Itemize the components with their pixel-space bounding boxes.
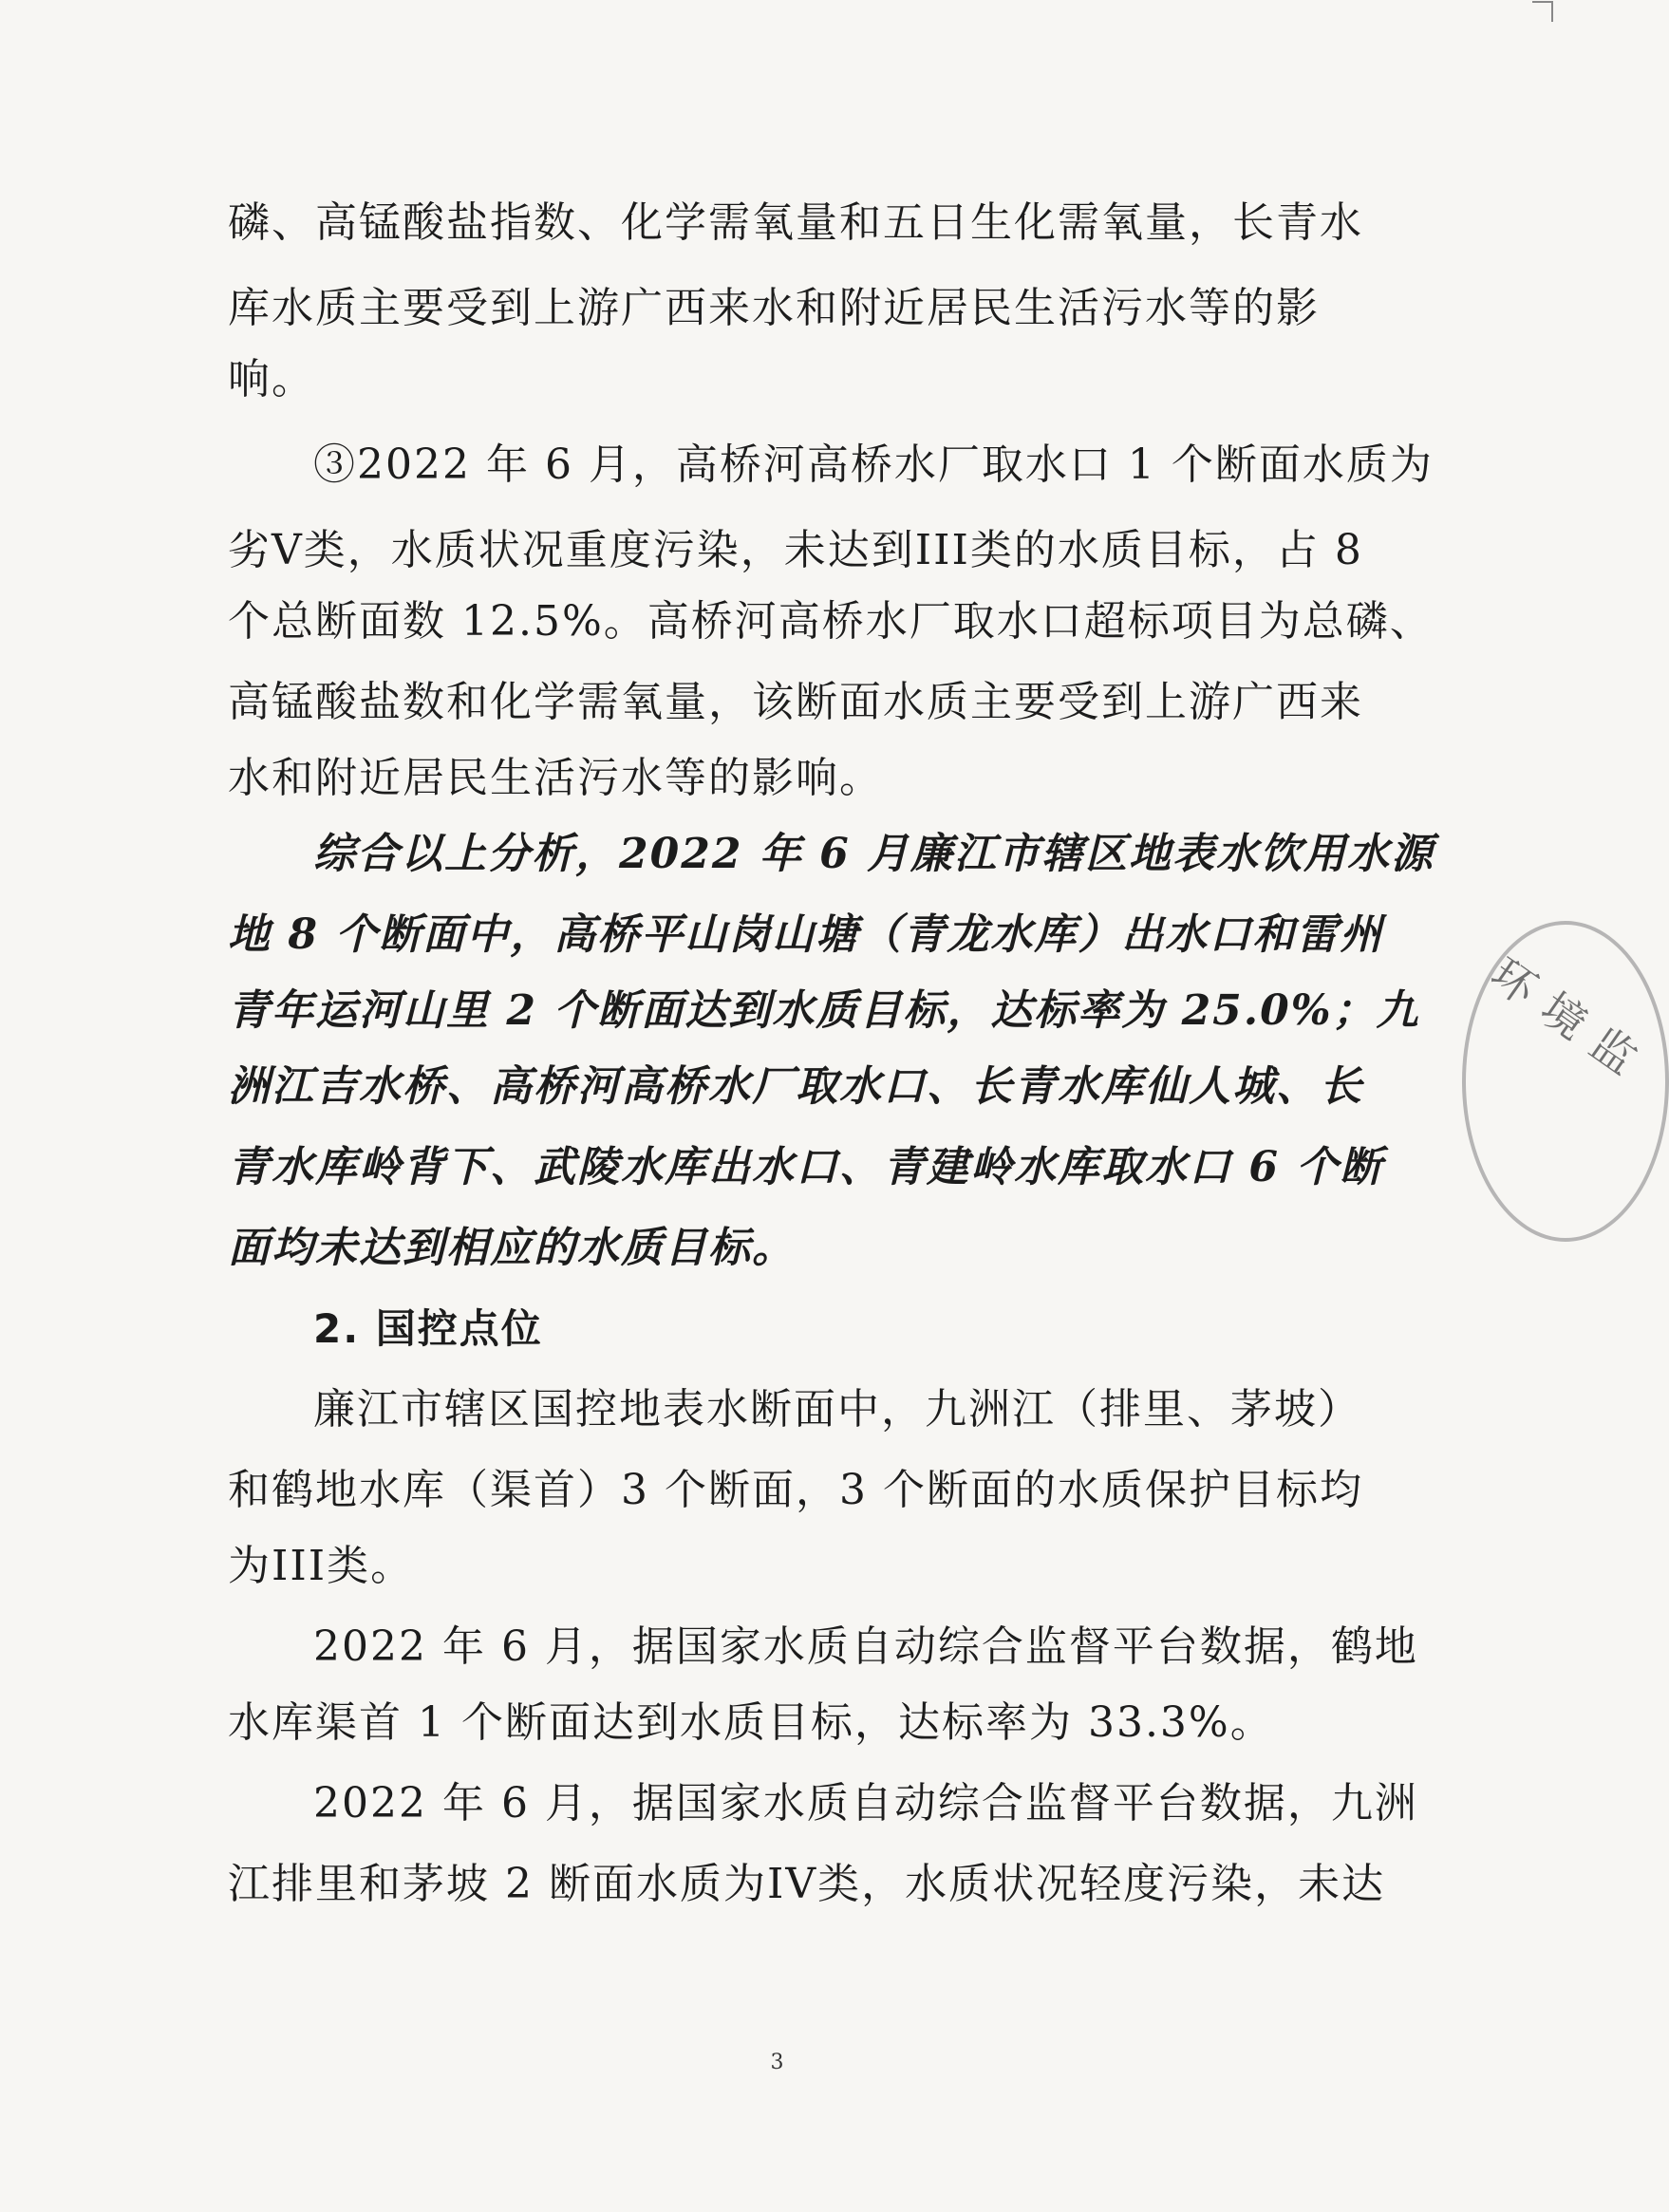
summary-line-3: 青年运河山里 2 个断面达到水质目标，达标率为 25.0%；九 xyxy=(228,986,1420,1035)
paragraph-1-line-2: 库水质主要受到上游广西来水和附近居民生活污水等的影 xyxy=(228,284,1320,332)
corner-mark-icon xyxy=(1530,0,1554,24)
seal-stamp-text: 环境监 xyxy=(1481,947,1660,1095)
summary-line-1: 综合以上分析，2022 年 6 月廉江市辖区地表水饮用水源 xyxy=(313,830,1435,878)
summary-line-6: 面均未达到相应的水质目标。 xyxy=(228,1224,796,1272)
paragraph-3-line-3: 为III类。 xyxy=(228,1542,415,1590)
paragraph-1-line-3: 响。 xyxy=(228,355,315,403)
paragraph-5-line-1: 2022 年 6 月，据国家水质自动综合监督平台数据，九洲 xyxy=(313,1779,1418,1828)
paragraph-2-line-3: 个总断面数 12.5%。高桥河高桥水厂取水口超标项目为总磷、 xyxy=(228,597,1434,646)
paragraph-2-line-1: ③2022 年 6 月，高桥河高桥水厂取水口 1 个断面水质为 xyxy=(313,441,1434,489)
paragraph-1-line-1: 磷、高锰酸盐指数、化学需氧量和五日生化需氧量，长青水 xyxy=(228,198,1363,247)
paragraph-5-line-2: 江排里和茅坡 2 断面水质为IV类，水质状况轻度污染，未达 xyxy=(228,1860,1386,1908)
page-number: 3 xyxy=(770,2051,784,2074)
paragraph-4-line-1: 2022 年 6 月，据国家水质自动综合监督平台数据，鹤地 xyxy=(313,1622,1418,1671)
paragraph-2-line-2: 劣Ⅴ类，水质状况重度污染，未达到III类的水质目标，占 8 xyxy=(228,526,1363,574)
paragraph-2-line-5: 水和附近居民生活污水等的影响。 xyxy=(228,754,883,802)
paragraph-3-line-1: 廉江市辖区国控地表水断面中，九洲江（排里、茅坡） xyxy=(313,1385,1361,1434)
section-heading: 2. 国控点位 xyxy=(313,1305,543,1352)
summary-line-2: 地 8 个断面中，高桥平山岗山塘（青龙水库）出水口和雷州 xyxy=(228,910,1384,959)
summary-line-4: 洲江吉水桥、高桥河高桥水厂取水口、长青水库仙人城、长 xyxy=(228,1062,1363,1111)
paragraph-2-line-4: 高锰酸盐数和化学需氧量，该断面水质主要受到上游广西来 xyxy=(228,678,1363,726)
paragraph-3-line-2: 和鹤地水库（渠首）3 个断面，3 个断面的水质保护目标均 xyxy=(228,1466,1363,1514)
summary-line-5: 青水库岭背下、武陵水库出水口、青建岭水库取水口 6 个断 xyxy=(228,1143,1384,1191)
paragraph-4-line-2: 水库渠首 1 个断面达到水质目标，达标率为 33.3%。 xyxy=(228,1698,1274,1747)
